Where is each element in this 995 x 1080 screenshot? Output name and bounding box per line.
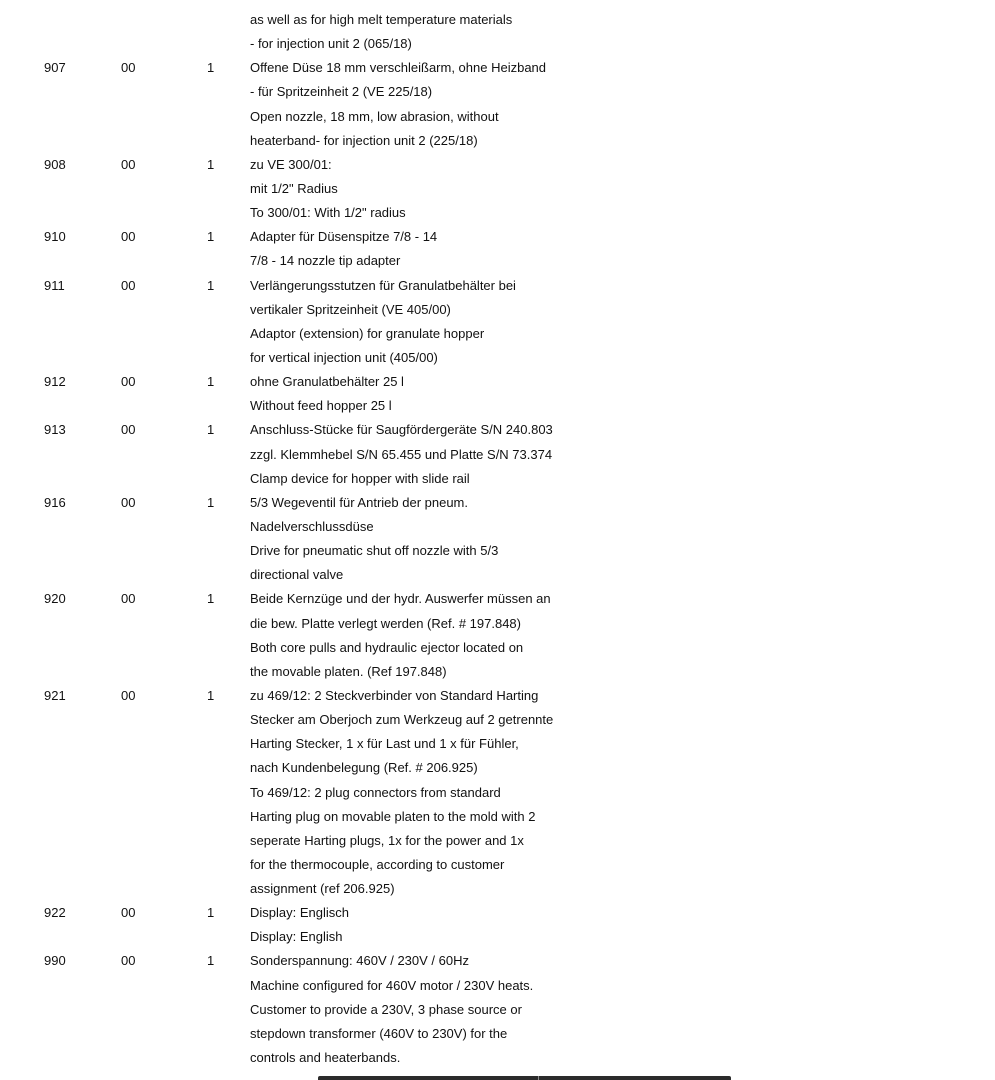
position-number: 911 xyxy=(44,277,65,293)
description-text: stepdown transformer (460V to 230V) for the xyxy=(250,1025,508,1041)
continuation-block xyxy=(0,8,995,56)
viewer-toolbar-edge xyxy=(318,1076,731,1080)
description-text: 7/8 - 14 nozzle tip adapter xyxy=(250,253,401,269)
description-text: Drive for pneumatic shut off nozzle with 5/3 xyxy=(250,543,499,559)
item-line xyxy=(0,274,995,298)
continuation-line xyxy=(0,8,995,32)
item-line xyxy=(0,1022,995,1046)
item-line xyxy=(0,249,995,273)
variant-code: 00 xyxy=(121,422,136,438)
description-text: Verlängerungsstutzen für Granulatbehälter bei xyxy=(250,277,516,293)
variant-code: 00 xyxy=(121,229,136,245)
quantity: 1 xyxy=(207,905,215,921)
item-line xyxy=(0,998,995,1022)
description-text: zu 469/12: 2 Steckverbinder von Standard Harting xyxy=(250,687,539,703)
item-line xyxy=(0,225,995,249)
continuation-line xyxy=(0,32,995,56)
item-line xyxy=(0,925,995,949)
quantity: 1 xyxy=(207,953,215,969)
item-line xyxy=(0,491,995,515)
description-text: die bew. Platte verlegt werden (Ref. # 197.848) xyxy=(250,615,521,631)
item-line xyxy=(0,467,995,491)
description-text: - for injection unit 2 (065/18) xyxy=(250,36,412,52)
item-line xyxy=(0,805,995,829)
position-number: 913 xyxy=(44,422,66,438)
description-text: controls and heaterbands. xyxy=(250,1050,401,1066)
item-line xyxy=(0,418,995,442)
item-row xyxy=(0,418,995,490)
item-line xyxy=(0,129,995,153)
description-text: Offene Düse 18 mm verschleißarm, ohne Heizband xyxy=(250,60,547,76)
description-text: - für Spritzeinheit 2 (VE 225/18) xyxy=(250,84,433,100)
description-text: Display: English xyxy=(250,929,343,945)
description-text: seperate Harting plugs, 1x for the power and 1x xyxy=(250,832,524,848)
item-line xyxy=(0,177,995,201)
description-text: the movable platen. (Ref 197.848) xyxy=(250,663,447,679)
variant-code: 00 xyxy=(121,953,136,969)
description-text: Display: Englisch xyxy=(250,905,349,921)
item-line xyxy=(0,877,995,901)
variant-code: 00 xyxy=(121,374,136,390)
position-number: 990 xyxy=(44,953,66,969)
item-line xyxy=(0,153,995,177)
item-line xyxy=(0,829,995,853)
item-line xyxy=(0,370,995,394)
item-row xyxy=(0,56,995,153)
description-text: Stecker am Oberjoch zum Werkzeug auf 2 getrennte xyxy=(250,712,554,728)
item-line xyxy=(0,587,995,611)
description-text: directional valve xyxy=(250,567,344,583)
variant-code: 00 xyxy=(121,156,136,172)
item-line xyxy=(0,539,995,563)
item-list xyxy=(0,56,995,1070)
description-text: Anschluss-Stücke für Saugfördergeräte S/N 240.803 xyxy=(250,422,553,438)
variant-code: 00 xyxy=(121,591,136,607)
description-text: zzgl. Klemmhebel S/N 65.455 und Platte S/N 73.374 xyxy=(250,446,553,462)
item-row xyxy=(0,153,995,225)
item-line xyxy=(0,515,995,539)
item-row xyxy=(0,684,995,901)
item-line xyxy=(0,322,995,346)
position-number: 910 xyxy=(44,229,66,245)
description-text: 5/3 Wegeventil für Antrieb der pneum. xyxy=(250,494,468,510)
item-row xyxy=(0,901,995,949)
description-text: Open nozzle, 18 mm, low abrasion, without xyxy=(250,108,499,124)
position-number: 920 xyxy=(44,591,66,607)
quantity: 1 xyxy=(207,156,215,172)
description-text: To 469/12: 2 plug connectors from standard xyxy=(250,784,501,800)
item-line xyxy=(0,56,995,80)
item-line xyxy=(0,105,995,129)
quantity: 1 xyxy=(207,374,215,390)
item-line xyxy=(0,684,995,708)
toolbar-divider xyxy=(538,1076,539,1080)
quantity: 1 xyxy=(207,277,215,293)
item-line xyxy=(0,201,995,225)
description-text: Without feed hopper 25 l xyxy=(250,398,392,414)
item-line xyxy=(0,636,995,660)
description-text: heaterband- for injection unit 2 (225/18) xyxy=(250,132,478,148)
document-page xyxy=(0,8,995,1070)
quantity: 1 xyxy=(207,591,215,607)
description-text: nach Kundenbelegung (Ref. # 206.925) xyxy=(250,760,478,776)
variant-code: 00 xyxy=(121,277,136,293)
description-text: Adaptor (extension) for granulate hopper xyxy=(250,325,485,341)
description-text: Harting Stecker, 1 x für Last und 1 x für Fühler, xyxy=(250,736,519,752)
description-text: assignment (ref 206.925) xyxy=(250,881,395,897)
description-text: zu VE 300/01: xyxy=(250,156,332,172)
item-row xyxy=(0,370,995,418)
description-text: To 300/01: With 1/2" radius xyxy=(250,205,406,221)
item-line xyxy=(0,394,995,418)
description-text: Customer to provide a 230V, 3 phase source or xyxy=(250,1001,522,1017)
item-line xyxy=(0,901,995,925)
item-line xyxy=(0,781,995,805)
item-line xyxy=(0,612,995,636)
variant-code: 00 xyxy=(121,905,136,921)
description-text: vertikaler Spritzeinheit (VE 405/00) xyxy=(250,301,451,317)
quantity: 1 xyxy=(207,422,215,438)
item-row xyxy=(0,225,995,273)
position-number: 912 xyxy=(44,374,66,390)
item-line xyxy=(0,853,995,877)
variant-code: 00 xyxy=(121,60,136,76)
item-row xyxy=(0,587,995,684)
item-line xyxy=(0,80,995,104)
description-text: Clamp device for hopper with slide rail xyxy=(250,470,470,486)
position-number: 916 xyxy=(44,494,66,510)
item-line xyxy=(0,563,995,587)
position-number: 908 xyxy=(44,156,66,172)
item-line xyxy=(0,974,995,998)
quantity: 1 xyxy=(207,687,215,703)
item-line xyxy=(0,732,995,756)
description-text: Beide Kernzüge und der hydr. Auswerfer müssen an xyxy=(250,591,551,607)
item-line xyxy=(0,443,995,467)
quantity: 1 xyxy=(207,494,215,510)
description-text: Sonderspannung: 460V / 230V / 60Hz xyxy=(250,953,469,969)
description-text: Harting plug on movable platen to the mold with 2 xyxy=(250,808,536,824)
item-line xyxy=(0,660,995,684)
description-text: ohne Granulatbehälter 25 l xyxy=(250,374,404,390)
description-text: for vertical injection unit (405/00) xyxy=(250,349,438,365)
item-line xyxy=(0,346,995,370)
item-line xyxy=(0,756,995,780)
item-line xyxy=(0,1046,995,1070)
variant-code: 00 xyxy=(121,687,136,703)
description-text: Nadelverschlussdüse xyxy=(250,518,374,534)
item-row xyxy=(0,491,995,588)
variant-code: 00 xyxy=(121,494,136,510)
description-text: as well as for high melt temperature materials xyxy=(250,12,513,27)
position-number: 907 xyxy=(44,60,66,76)
description-text: Machine configured for 460V motor / 230V heats. xyxy=(250,977,534,993)
item-row xyxy=(0,274,995,371)
quantity: 1 xyxy=(207,229,215,245)
item-line xyxy=(0,949,995,973)
description-text: for the thermocouple, according to customer xyxy=(250,856,505,872)
item-line xyxy=(0,708,995,732)
item-line xyxy=(0,298,995,322)
item-row xyxy=(0,949,995,1070)
position-number: 921 xyxy=(44,687,66,703)
description-text: Both core pulls and hydraulic ejector located on xyxy=(250,639,524,655)
description-text: mit 1/2" Radius xyxy=(250,180,338,196)
description-text: Adapter für Düsenspitze 7/8 - 14 xyxy=(250,229,438,245)
quantity: 1 xyxy=(207,60,215,76)
position-number: 922 xyxy=(44,905,66,921)
